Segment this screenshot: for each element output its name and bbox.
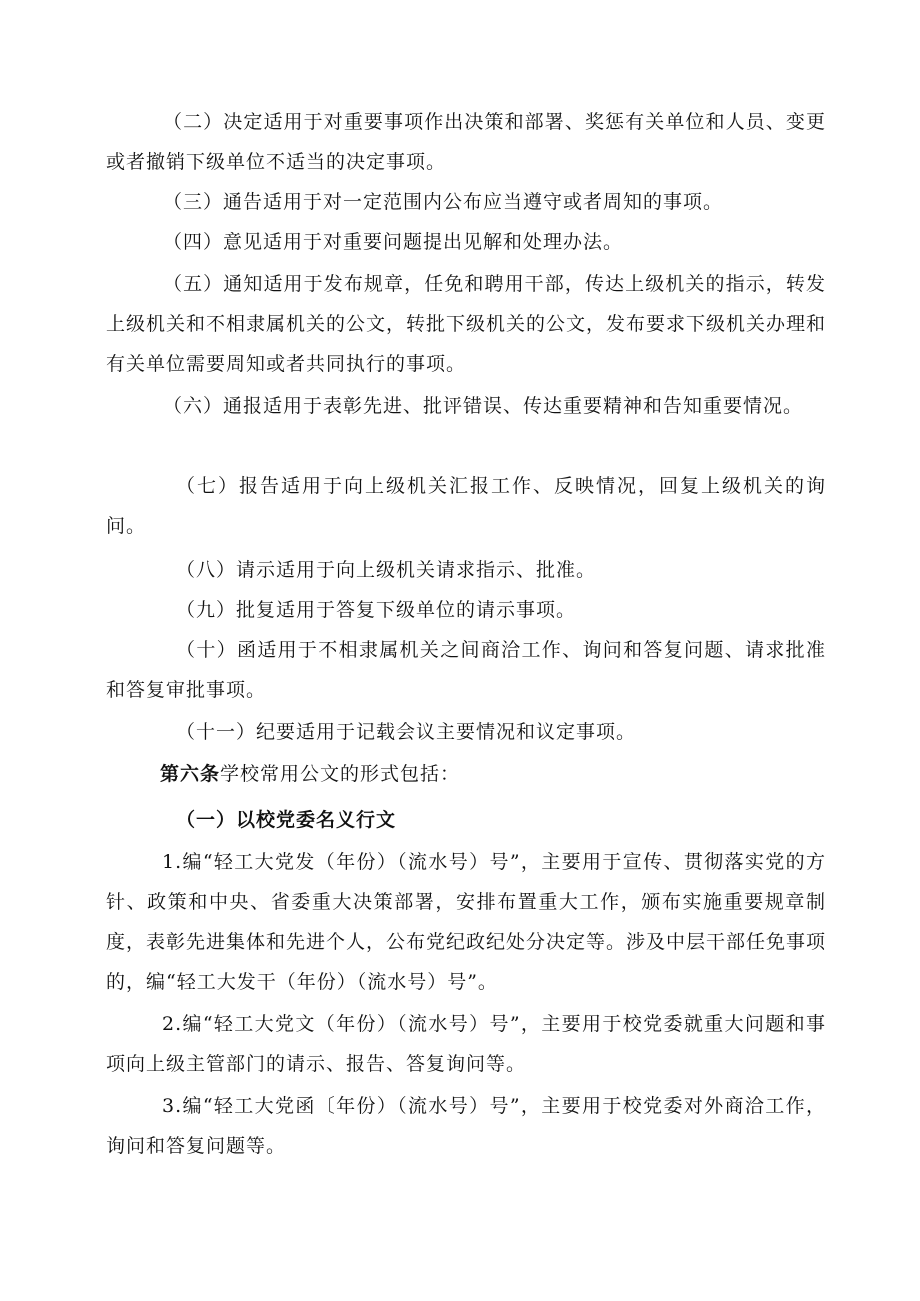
list-item-party-issue: 1.编“轻工大党发（年份）（流水号）号”，主要用于宣传、贯彻落实党的方针、政策和中央、省委重大决策部署，安排布置重大工作，颁布实施重要规章制度，表彰先进集体和先进个人，公布党纪政纪处分决定等。涉及中层干部任免事项的，编“轻工大发干（年份）（流水号）号”。 (106, 851, 827, 993)
paragraph-letter: （十）函适用于不相隶属机关之间商洽工作、询问和答复问题、请求批准和答复审批事项。 (106, 639, 826, 701)
paragraph-bulletin: （六）通报适用于表彰先进、批评错误、传达重要精神和告知重要情况。 (163, 395, 804, 417)
paragraph-notice: （五）通知适用于发布规章，任免和聘用干部，传达上级机关的指示，转发上级机关和不相隶属机关的公文，转批下级机关的公文，发布要求下级机关办理和有关单位需要周知或者共同执行的事项。 (106, 273, 827, 375)
article-6-label: 第六条 (160, 763, 221, 785)
article-6 (160, 754, 820, 794)
paragraph-announcement: （三）通告适用于对一定范围内公布应当遵守或者周知的事项。 (163, 191, 724, 213)
list-item-party-document: 2.编“轻工大党文（年份）（流水号）号”，主要用于校党委就重大问题和事项向上级主管部门的请示、报告、答复询问等。 (106, 1013, 826, 1075)
paragraph-reply: （九）批复适用于答复下级单位的请示事项。 (176, 599, 577, 621)
paragraph-request: （八）请示适用于向上级机关请求指示、批准。 (176, 559, 597, 581)
paragraph-report: （七）报告适用于向上级机关汇报工作、反映情况，回复上级机关的询问。 (106, 475, 826, 537)
section-heading-party-committee: （一）以校党委名义行文 (176, 809, 397, 831)
list-item-party-letter: 3.编“轻工大党函〔年份）（流水号）号”，主要用于校党委对外商洽工作，询问和答复问题等。 (106, 1095, 826, 1157)
paragraph-decision: （二）决定适用于对重要事项作出决策和部署、奖惩有关单位和人员、变更或者撤销下级单位不适当的决定事项。 (106, 111, 826, 173)
paragraph-minutes: （十一）纪要适用于记载会议主要情况和议定事项。 (176, 721, 637, 743)
article-6-text: 学校常用公文的形式包括： (220, 763, 461, 785)
paragraph-opinion: （四）意见适用于对重要问题提出见解和处理办法。 (163, 231, 624, 253)
